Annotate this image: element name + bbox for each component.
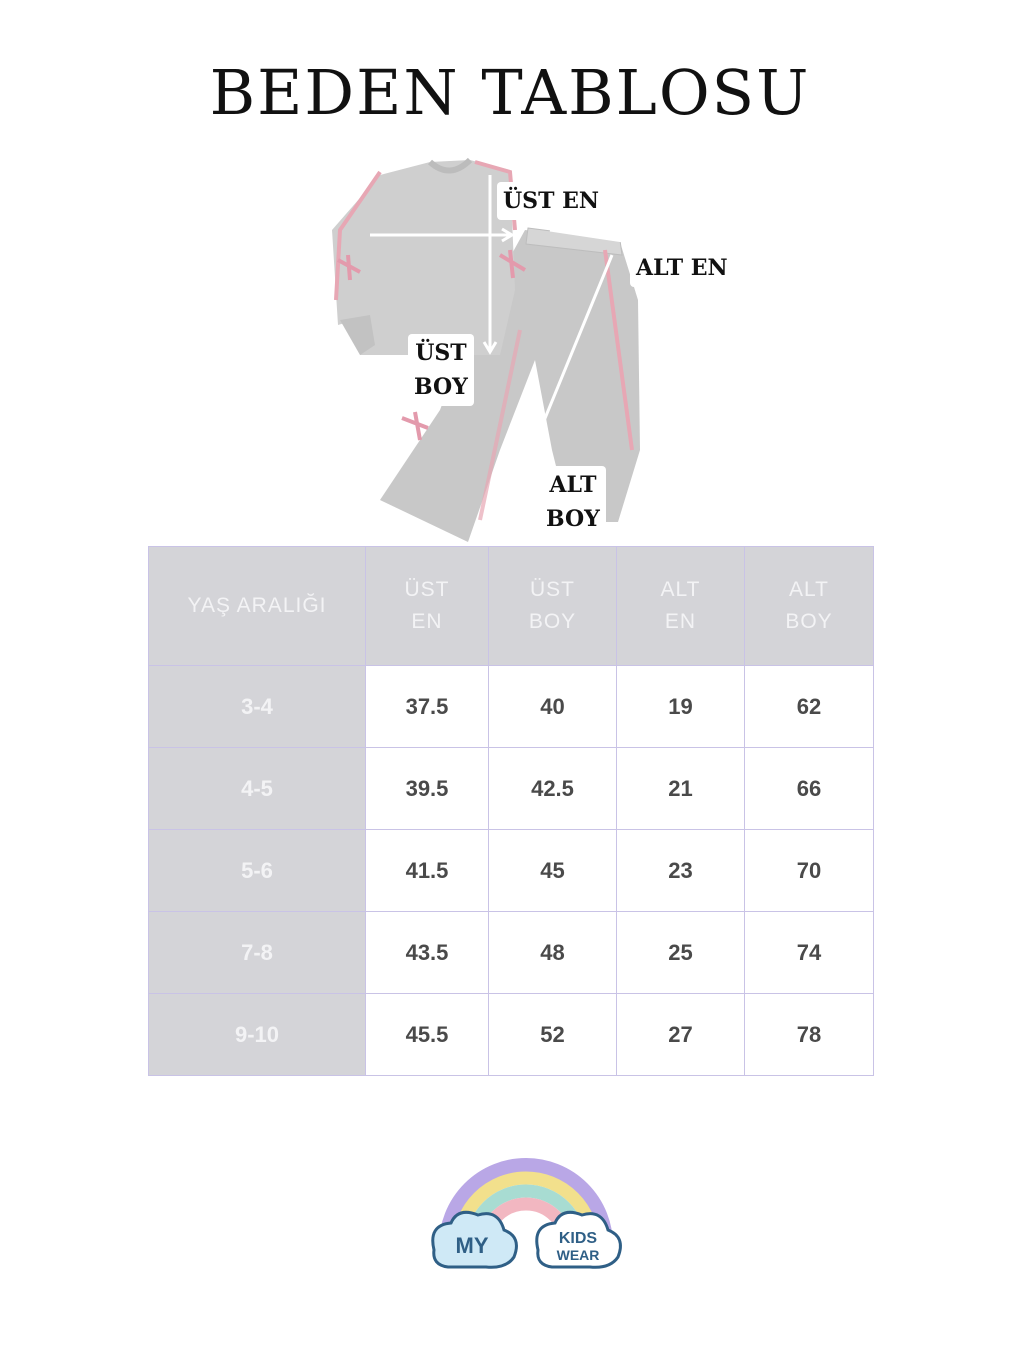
page-title: BEDEN TABLOSU	[209, 56, 811, 129]
cell-ust-en: 39.5	[366, 748, 489, 830]
label-alt-boy	[540, 466, 606, 538]
table-row	[149, 666, 874, 748]
cell-ust-boy: 52	[489, 994, 617, 1076]
header-alt-en: ALT EN	[617, 547, 745, 666]
cell-alt-boy: 66	[745, 748, 874, 830]
cell-alt-boy: 62	[745, 666, 874, 748]
label-alt-boy-line2: BOY	[546, 506, 600, 532]
cell-ust-en: 41.5	[366, 830, 489, 912]
cell-age: 9-10	[149, 994, 366, 1076]
cell-age: 7-8	[149, 912, 366, 994]
cell-ust-boy: 48	[489, 912, 617, 994]
table-row	[149, 994, 874, 1076]
brand-logo	[426, 1145, 626, 1275]
label-alt-boy-line1: ALT	[549, 472, 597, 498]
table-row	[149, 912, 874, 994]
size-table	[148, 546, 874, 1076]
cell-alt-en: 21	[617, 748, 745, 830]
cell-age: 4-5	[149, 748, 366, 830]
header-age-range: YAŞ ARALIĞI	[149, 547, 366, 666]
logo-text-my: MY	[455, 1233, 489, 1258]
cell-ust-en: 45.5	[366, 994, 489, 1076]
rainbow-logo-icon	[426, 1145, 626, 1275]
header-ust-en: ÜST EN	[366, 547, 489, 666]
label-alt-en: ALT EN	[630, 249, 734, 287]
label-ust-en: ÜST EN	[497, 182, 605, 220]
label-ust-boy-line1: ÜST	[415, 340, 467, 366]
table-header-row	[149, 547, 874, 666]
cell-alt-boy: 70	[745, 830, 874, 912]
label-ust-boy-line2: BOY	[414, 374, 468, 400]
cell-ust-en: 43.5	[366, 912, 489, 994]
table-row	[149, 830, 874, 912]
header-alt-boy: ALT BOY	[745, 547, 874, 666]
cell-alt-en: 19	[617, 666, 745, 748]
cell-ust-boy: 42.5	[489, 748, 617, 830]
cell-alt-boy: 78	[745, 994, 874, 1076]
logo-text-wear: WEAR	[556, 1247, 600, 1263]
table-row	[149, 748, 874, 830]
cell-alt-en: 27	[617, 994, 745, 1076]
header-ust-boy: ÜST BOY	[489, 547, 617, 666]
cell-age: 3-4	[149, 666, 366, 748]
cell-alt-en: 25	[617, 912, 745, 994]
cell-age: 5-6	[149, 830, 366, 912]
cell-alt-boy: 74	[745, 912, 874, 994]
logo-text-kids: KIDS	[558, 1230, 598, 1247]
cell-ust-en: 37.5	[366, 666, 489, 748]
cell-ust-boy: 45	[489, 830, 617, 912]
cell-alt-en: 23	[617, 830, 745, 912]
cell-ust-boy: 40	[489, 666, 617, 748]
label-ust-boy	[408, 334, 474, 406]
